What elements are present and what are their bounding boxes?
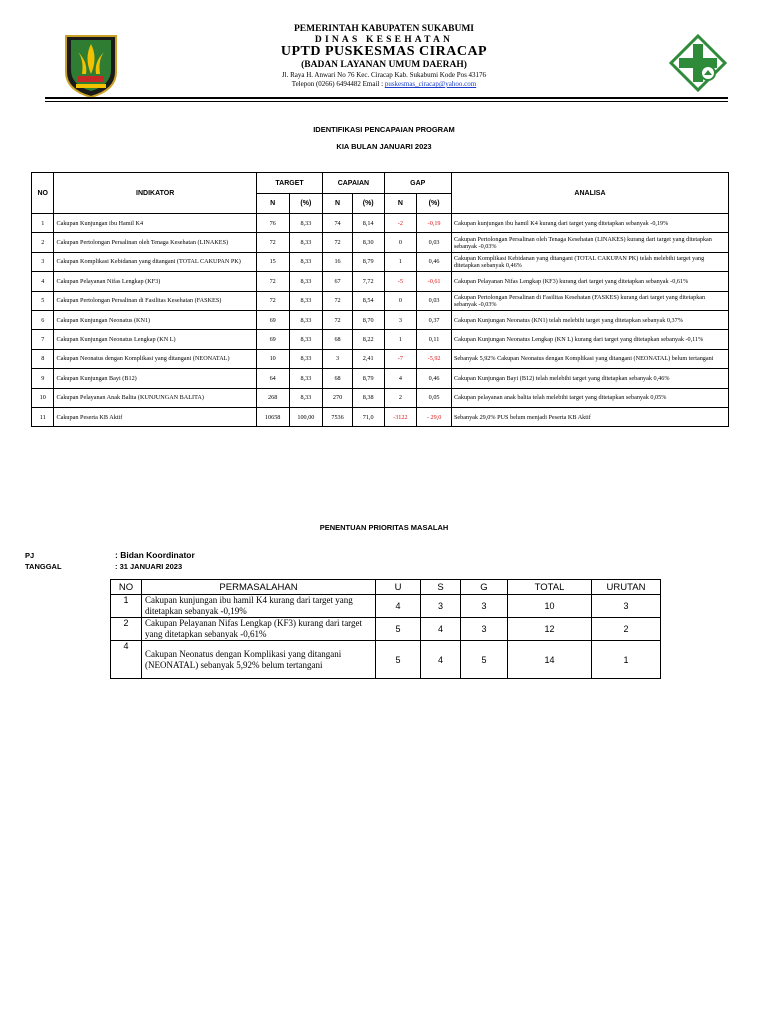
row-gap-n: 1 (384, 252, 417, 271)
document-title: IDENTIFIKASI PENCAPAIAN PROGRAM (313, 125, 455, 134)
row-gap-n: -3122 (384, 407, 417, 426)
row-no: 1 (32, 214, 54, 233)
row-no: 5 (32, 291, 54, 310)
row-capaian-n: 68 (323, 330, 353, 349)
row-capaian-pct: 8,22 (352, 330, 384, 349)
row-gap-pct: 0,05 (417, 388, 452, 407)
prio-header-s: S (421, 580, 461, 595)
prio-row-no: 1 (111, 595, 142, 618)
row-indikator: Cakupan Pertolongan Persalinan di Fasilitas Kesehatan (FASKES) (54, 291, 256, 310)
row-gap-n: 4 (384, 369, 417, 388)
table-row (32, 388, 729, 407)
row-no: 10 (32, 388, 54, 407)
row-capaian-n: 7536 (323, 407, 353, 426)
prio-header-urutan: URUTAN (592, 580, 661, 595)
table-row (111, 641, 661, 679)
header-capaian-n: N (323, 194, 353, 214)
prio-row-total: 10 (508, 595, 592, 618)
row-capaian-n: 3 (323, 349, 353, 368)
row-target-pct: 8,33 (289, 388, 323, 407)
prio-row-g: 3 (461, 595, 508, 618)
row-gap-pct: 0,46 (417, 369, 452, 388)
row-indikator: Cakupan Pelayanan Nifas Lengkap (KF3) (54, 272, 256, 291)
row-no: 3 (32, 252, 54, 271)
row-analisa: Cakupan kunjungan ibu hamil K4 kurang dari target yang ditetapkan sebanyak -0,19% (451, 214, 728, 233)
row-analisa: Sebanyak 5,92% Cakupan Neonatus dengan Komplikasi yang ditangani (NEONATAL) belum tertangani (451, 349, 728, 368)
row-capaian-pct: 8,79 (352, 369, 384, 388)
header-gap: GAP (384, 173, 451, 194)
row-analisa: Cakupan Kunjungan Neonatus (KN1) telah melebihi target yang ditetapkan sebanyak 0,37% (451, 310, 728, 329)
prio-header-no: NO (111, 580, 142, 595)
prio-row-urutan: 1 (592, 641, 661, 679)
row-gap-n: 2 (384, 388, 417, 407)
row-gap-pct: 0,37 (417, 310, 452, 329)
row-gap-pct: 0,03 (417, 291, 452, 310)
row-capaian-n: 67 (323, 272, 353, 291)
row-indikator: Cakupan Kunjungan Neonatus Lengkap (KN L) (54, 330, 256, 349)
letterhead-address: Jl. Raya H. Anwari No 76 Kec. Ciracap Kab. Sukabumi Kode Pos 43176 (281, 71, 487, 79)
prio-row-g: 3 (461, 618, 508, 641)
prio-row-s: 4 (421, 618, 461, 641)
row-capaian-pct: 8,38 (352, 388, 384, 407)
row-capaian-n: 270 (323, 388, 353, 407)
row-no: 4 (32, 272, 54, 291)
row-target-pct: 8,33 (289, 349, 323, 368)
header-target-pct: (%) (289, 194, 323, 214)
header-gap-n: N (384, 194, 417, 214)
row-no: 2 (32, 233, 54, 252)
prio-row-permasalahan: Cakupan kunjungan ibu hamil K4 kurang dari target yang ditetapkan sebanyak -0,19% (142, 595, 376, 618)
table-row (32, 407, 729, 426)
prio-row-u: 5 (376, 618, 421, 641)
row-no: 9 (32, 369, 54, 388)
letterhead-divider-thick (45, 97, 728, 99)
row-analisa: Cakupan Pelayanan Nifas Lengkap (KF3) kurang dari target yang ditetapkan sebanyak -0,61% (451, 272, 728, 291)
row-no: 8 (32, 349, 54, 368)
table-row (111, 595, 661, 618)
prio-row-s: 3 (421, 595, 461, 618)
row-target-pct: 8,33 (289, 310, 323, 329)
email-link[interactable]: puskesmas_ciracap@yahoo.com (384, 80, 477, 88)
row-target-n: 72 (256, 272, 289, 291)
row-target-pct: 8,33 (289, 291, 323, 310)
pj-label: PJ (25, 551, 35, 560)
row-gap-n: 0 (384, 233, 417, 252)
row-target-pct: 8,33 (289, 252, 323, 271)
header-capaian: CAPAIAN (323, 173, 384, 194)
header-gap-pct: (%) (417, 194, 452, 214)
row-indikator: Cakupan Pertolongan Persalinan oleh Tenaga Kesehatan (LINAKES) (54, 233, 256, 252)
row-analisa: Cakupan pelayanan anak balita telah melebihi target yang ditetapkan sebanyak 0,05% (451, 388, 728, 407)
priority-title: PENENTUAN PRIORITAS MASALAH (319, 523, 449, 532)
row-target-pct: 8,33 (289, 233, 323, 252)
table-row (32, 310, 729, 329)
row-target-pct: 8,33 (289, 214, 323, 233)
header-target: TARGET (256, 173, 322, 194)
row-gap-pct: 0,11 (417, 330, 452, 349)
tanggal-label: TANGGAL (25, 562, 62, 571)
row-gap-n: 3 (384, 310, 417, 329)
header-indikator: INDIKATOR (54, 173, 256, 214)
row-target-n: 10658 (256, 407, 289, 426)
row-target-n: 69 (256, 330, 289, 349)
letterhead-institution: UPTD PUSKESMAS CIRACAP (280, 44, 488, 59)
row-capaian-n: 72 (323, 291, 353, 310)
row-gap-pct: 0,03 (417, 233, 452, 252)
row-target-n: 15 (256, 252, 289, 271)
letterhead-divider-thin (45, 101, 728, 102)
row-target-n: 64 (256, 369, 289, 388)
row-indikator: Cakupan Kunjungan Bayi (B12) (54, 369, 256, 388)
program-achievement-table (31, 172, 729, 427)
row-target-n: 69 (256, 310, 289, 329)
row-target-pct: 8,33 (289, 369, 323, 388)
table-row (32, 272, 729, 291)
row-capaian-pct: 8,70 (352, 310, 384, 329)
row-gap-n: 1 (384, 330, 417, 349)
row-indikator: Cakupan Komplikasi Kebidanan yang ditangani (TOTAL CAKUPAN PK) (54, 252, 256, 271)
row-gap-pct: -0,61 (417, 272, 452, 291)
row-analisa: Cakupan Pertolongan Persalinan di Fasilitas Kesehatan (FASKES) kurang dari target yang ditetapkan sebanyak -0,03% (451, 291, 728, 310)
priority-table (110, 579, 661, 679)
row-indikator: Cakupan Kunjungan Neonatus (KN1) (54, 310, 256, 329)
table-row (32, 349, 729, 368)
row-target-n: 76 (256, 214, 289, 233)
prio-row-no: 4 (111, 641, 142, 679)
prio-row-s: 4 (421, 641, 461, 679)
row-analisa: Sebanyak 29,0% PUS belum menjadi Peserta KB Aktif (451, 407, 728, 426)
table-row (32, 233, 729, 252)
row-analisa: Cakupan Kunjungan Neonatus Lengkap (KN L) kurang dari target yang ditetapkan sebanyak -0,11% (451, 330, 728, 349)
row-gap-pct: 0,46 (417, 252, 452, 271)
prio-header-g: G (461, 580, 508, 595)
row-gap-pct: -0,19 (417, 214, 452, 233)
row-capaian-n: 74 (323, 214, 353, 233)
row-target-n: 268 (256, 388, 289, 407)
row-capaian-n: 72 (323, 310, 353, 329)
table-row (32, 214, 729, 233)
row-capaian-pct: 8,30 (352, 233, 384, 252)
row-no: 7 (32, 330, 54, 349)
row-target-pct: 8,33 (289, 272, 323, 291)
header-no: NO (32, 173, 54, 214)
row-analisa: Cakupan Pertolongan Persalinan oleh Tenaga Kesehatan (LINAKES) kurang dari target yang ditetapkan sebanyak -0,03% (451, 233, 728, 252)
row-no: 11 (32, 407, 54, 426)
row-target-n: 10 (256, 349, 289, 368)
letterhead-line2: DINAS KESEHATAN (314, 35, 454, 45)
prio-row-u: 4 (376, 595, 421, 618)
table-row (32, 252, 729, 271)
header-capaian-pct: (%) (352, 194, 384, 214)
prio-header-permasalahan: PERMASALAHAN (142, 580, 376, 595)
row-capaian-n: 16 (323, 252, 353, 271)
row-indikator: Cakupan Kunjungan ibu Hamil K4 (54, 214, 256, 233)
prio-row-total: 12 (508, 618, 592, 641)
prio-row-urutan: 3 (592, 595, 661, 618)
table-row (32, 330, 729, 349)
row-capaian-n: 72 (323, 233, 353, 252)
table-row (32, 369, 729, 388)
row-indikator: Cakupan Peserta KB Aktif (54, 407, 256, 426)
row-capaian-pct: 71,0 (352, 407, 384, 426)
row-target-n: 72 (256, 291, 289, 310)
prio-row-no: 2 (111, 618, 142, 641)
row-capaian-pct: 8,14 (352, 214, 384, 233)
prio-row-u: 5 (376, 641, 421, 679)
row-analisa: Cakupan Kunjungan Bayi (B12) telah melebihi target yang ditetapkan sebanyak 0,46% (451, 369, 728, 388)
row-indikator: Cakupan Neonatus dengan Komplikasi yang ditangani (NEONATAL) (54, 349, 256, 368)
row-target-pct: 8,33 (289, 330, 323, 349)
row-capaian-pct: 8,79 (352, 252, 384, 271)
prio-header-total: TOTAL (508, 580, 592, 595)
row-gap-n: -2 (384, 214, 417, 233)
row-capaian-pct: 8,54 (352, 291, 384, 310)
row-no: 6 (32, 310, 54, 329)
row-analisa: Cakupan Komplikasi Kebidanan yang ditangani (TOTAL CAKUPAN PK) telah melebihi target yang ditetapkan sebanyak 0,46% (451, 252, 728, 271)
letterhead-contact (0, 80, 768, 88)
document-subtitle: KIA BULAN JANUARI 2023 (336, 142, 432, 151)
row-gap-n: -7 (384, 349, 417, 368)
tanggal-value: : 31 JANUARI 2023 (115, 562, 183, 571)
row-target-n: 72 (256, 233, 289, 252)
prio-row-g: 5 (461, 641, 508, 679)
row-gap-n: 0 (384, 291, 417, 310)
header-analisa: ANALISA (451, 173, 728, 214)
table-row (32, 291, 729, 310)
row-target-pct: 100,00 (289, 407, 323, 426)
row-indikator: Cakupan Pelayanan Anak Balita (KUNJUNGAN BALITA) (54, 388, 256, 407)
row-capaian-pct: 2,41 (352, 349, 384, 368)
row-gap-pct: - 29,0 (417, 407, 452, 426)
phone-text: Telepon (0266) 6494482 Email : (291, 80, 384, 88)
prio-row-permasalahan: Cakupan Neonatus dengan Komplikasi yang ditangani (NEONATAL) sebanyak 5,92% belum tertangani (142, 641, 376, 679)
prio-row-urutan: 2 (592, 618, 661, 641)
prio-header-u: U (376, 580, 421, 595)
table-row (111, 618, 661, 641)
row-capaian-n: 68 (323, 369, 353, 388)
header-target-n: N (256, 194, 289, 214)
pj-value: : Bidan Koordinator (115, 550, 195, 560)
letterhead-line4: (BADAN LAYANAN UMUM DAERAH) (301, 60, 467, 70)
row-gap-pct: -5,92 (417, 349, 452, 368)
row-capaian-pct: 7,72 (352, 272, 384, 291)
row-gap-n: -5 (384, 272, 417, 291)
prio-row-permasalahan: Cakupan Pelayanan Nifas Lengkap (KF3) kurang dari target yang ditetapkan sebanyak -0,61% (142, 618, 376, 641)
prio-row-total: 14 (508, 641, 592, 679)
letterhead-line1: PEMERINTAH KABUPATEN SUKABUMI (294, 24, 474, 34)
